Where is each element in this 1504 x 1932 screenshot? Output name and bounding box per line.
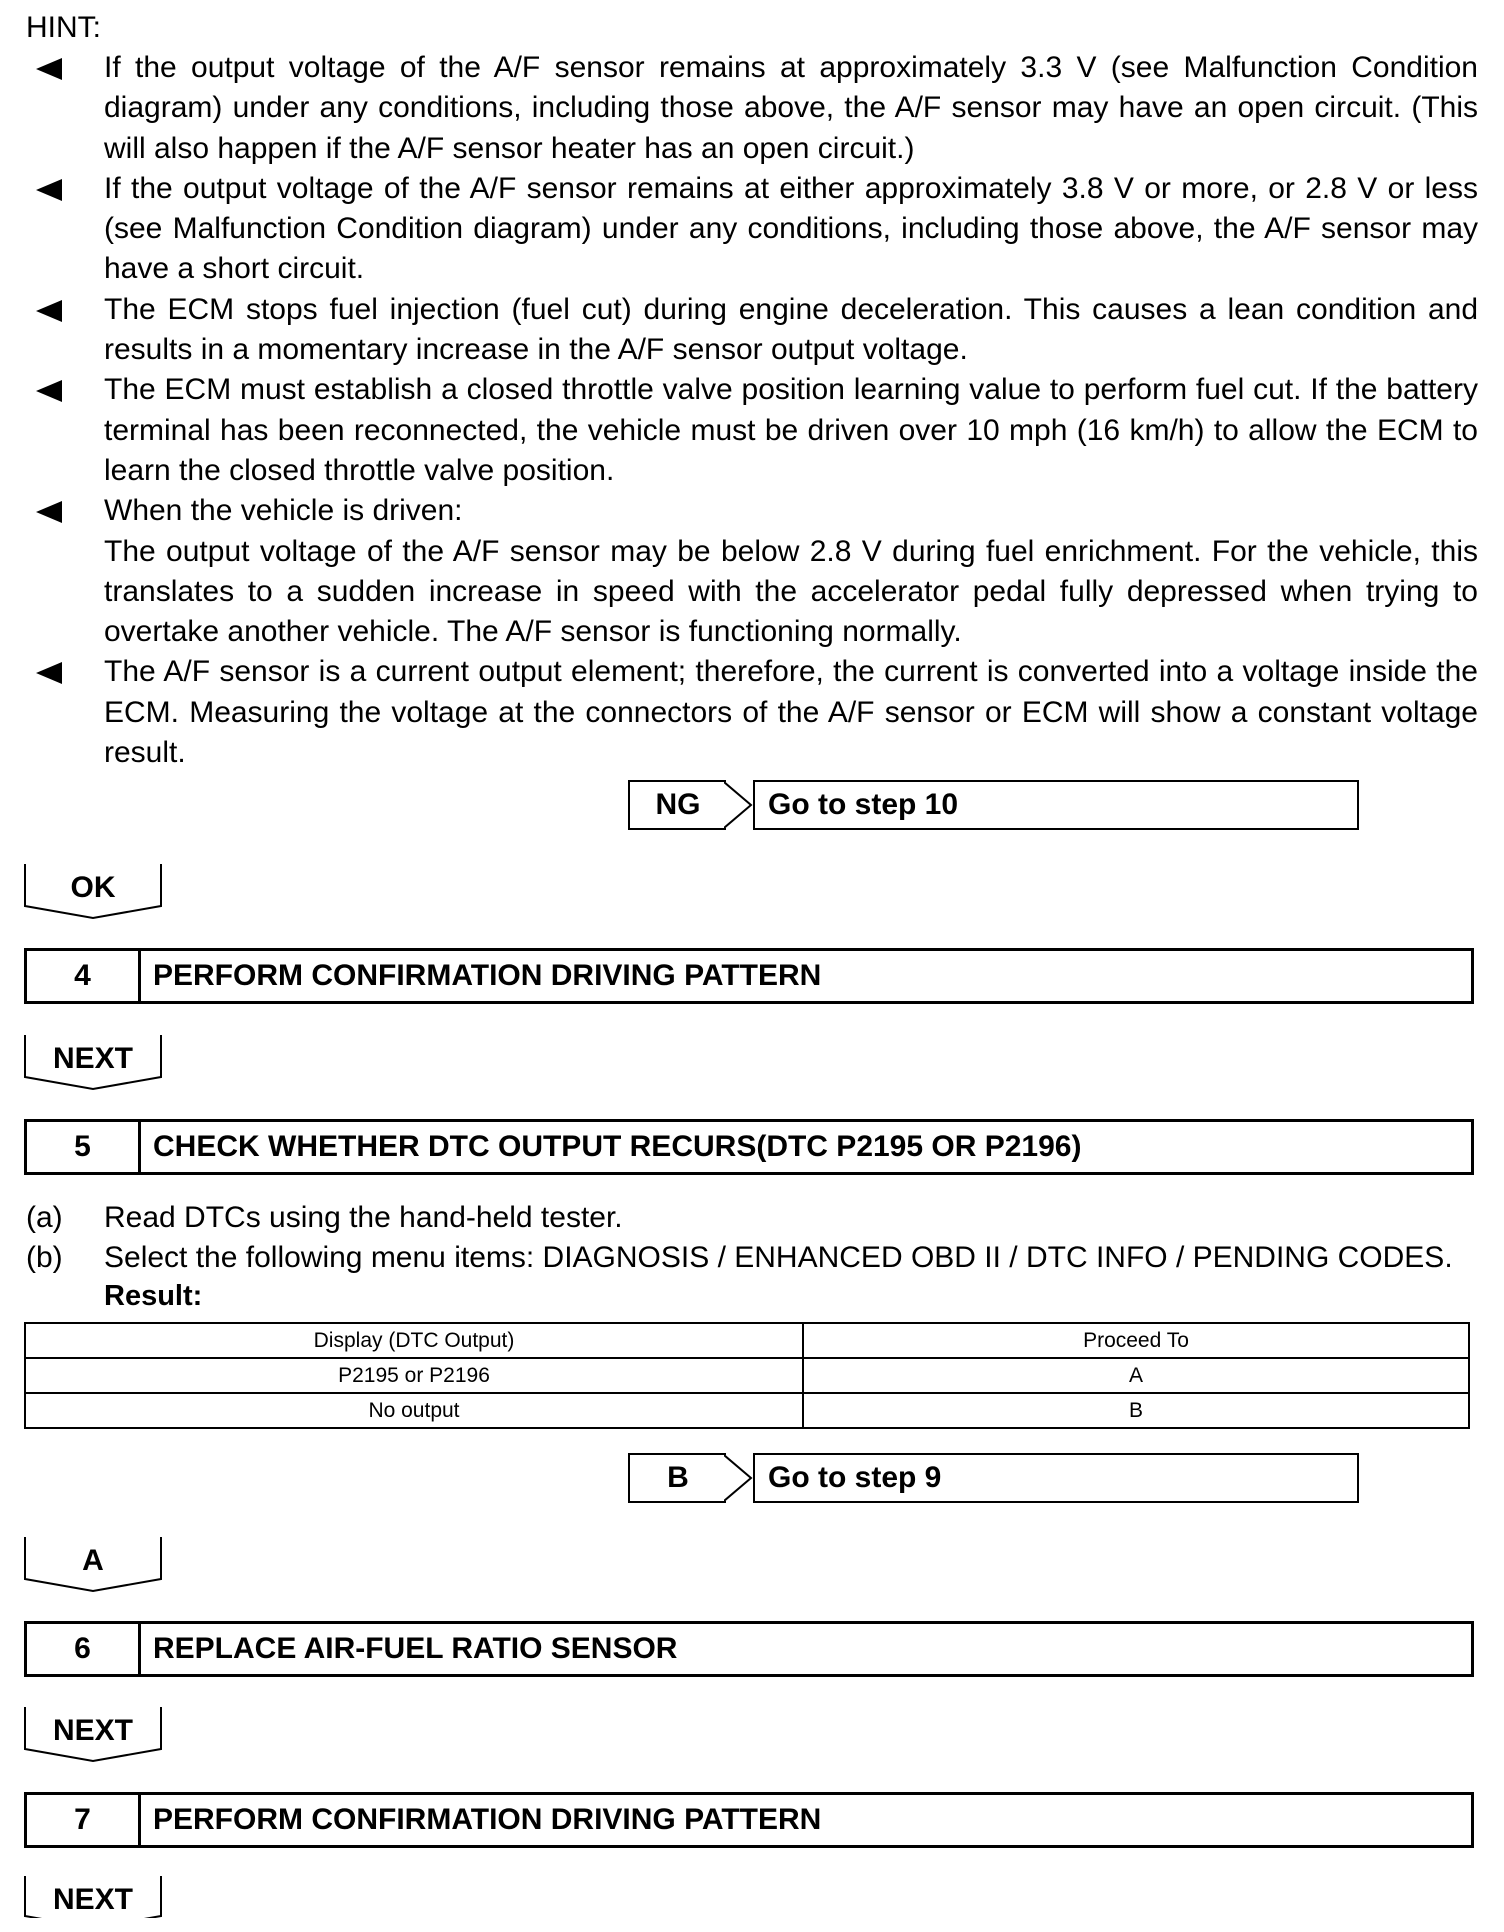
substep-text: Select the following menu items: DIAGNOSIS / ENHANCED OBD II / DTC INFO / PENDING CODES. — [104, 1241, 1453, 1274]
step-title: PERFORM CONFIRMATION DRIVING PATTERN — [153, 959, 822, 992]
left-triangle-icon — [36, 662, 62, 684]
hint-item-text: If the output voltage of the A/F sensor remains at either approximately 3.8 V or more, or 2.8 V or less (see Malfunction Condition diagram) under any conditions, including those above, the A/F sensor may have a short circuit. — [104, 171, 1478, 286]
ok-tab[interactable] — [24, 864, 162, 920]
left-triangle-icon — [36, 58, 62, 80]
substep-b — [26, 1238, 1453, 1278]
step-7-header — [24, 1792, 1474, 1848]
hint-item-detail: The output voltage of the A/F sensor may be below 2.8 V during fuel enrichment. For the vehicle, this translates to a sudden increase in speed with the accelerator pedal fully depressed when trying to overtake another vehicle. The A/F sensor is functioning normally. — [104, 534, 1478, 649]
next-tab[interactable] — [24, 1707, 162, 1763]
substep-a — [26, 1198, 623, 1238]
step-6-header — [24, 1621, 1474, 1677]
step-5-header — [24, 1119, 1474, 1175]
step-number: 7 — [27, 1795, 141, 1845]
b-tag: B — [628, 1453, 726, 1503]
result-table — [24, 1322, 1470, 1429]
go-to-step-link[interactable]: Go to step 10 — [753, 780, 1359, 830]
step-title: CHECK WHETHER DTC OUTPUT RECURS(DTC P2195 OR P2196) — [153, 1130, 1082, 1163]
hint-item-text: The A/F sensor is a current output element; therefore, the current is converted into a voltage inside the ECM. Measuring the voltage at the connectors of the A/F sensor or ECM will show a constant voltage result. — [104, 655, 1478, 770]
hint-item — [26, 169, 1478, 290]
step-title: REPLACE AIR-FUEL RATIO SENSOR — [153, 1632, 678, 1665]
table-row — [25, 1393, 1469, 1428]
hint-item-text: If the output voltage of the A/F sensor remains at approximately 3.3 V (see Malfunction Condition diagram) under any conditions, including those above, the A/F sensor may have an open circuit. (This will also happen if the A/F sensor heater has an open circuit.) — [104, 51, 1478, 165]
left-triangle-icon — [36, 380, 62, 402]
step-title: PERFORM CONFIRMATION DRIVING PATTERN — [153, 1803, 822, 1836]
column-header: Display (DTC Output) — [25, 1323, 803, 1358]
table-cell: No output — [25, 1393, 803, 1428]
next-tab[interactable] — [24, 1035, 162, 1091]
hint-item — [26, 48, 1478, 169]
go-to-step-link[interactable]: Go to step 9 — [753, 1453, 1359, 1503]
next-label: NEXT — [52, 1714, 133, 1747]
hint-item-text: When the vehicle is driven: — [104, 494, 463, 528]
hint-label: HINT: — [26, 11, 101, 44]
ng-branch[interactable] — [628, 780, 1472, 830]
table-cell: B — [803, 1393, 1469, 1428]
left-triangle-icon — [36, 300, 62, 322]
table-cell: P2195 or P2196 — [25, 1358, 803, 1393]
column-header: Proceed To — [803, 1323, 1469, 1358]
hint-item — [26, 290, 1478, 371]
right-arrow-icon — [724, 780, 754, 830]
substep-letter: (a) — [26, 1201, 63, 1234]
hint-item — [26, 652, 1478, 773]
a-label: A — [82, 1544, 104, 1577]
left-triangle-icon — [36, 501, 62, 523]
step-number: 4 — [27, 951, 141, 1001]
a-tab[interactable] — [24, 1537, 162, 1593]
next-label: NEXT — [52, 1042, 133, 1075]
hint-item — [26, 370, 1478, 491]
hint-item-text: The ECM stops fuel injection (fuel cut) during engine deceleration. This causes a lean condition and results in a momentary increase in the A/F sensor output voltage. — [104, 292, 1478, 367]
table-header-row — [25, 1323, 1469, 1358]
hint-list — [26, 48, 1478, 773]
ng-tag: NG — [628, 780, 726, 830]
table-cell: A — [803, 1358, 1469, 1393]
next-label: NEXT — [52, 1883, 133, 1916]
result-label: Result: — [104, 1280, 203, 1312]
right-arrow-icon — [724, 1453, 754, 1503]
ok-label: OK — [70, 871, 116, 904]
step-number: 6 — [27, 1624, 141, 1674]
next-tab[interactable] — [24, 1876, 162, 1932]
substep-letter: (b) — [26, 1241, 63, 1274]
table-row — [25, 1358, 1469, 1393]
step-4-header — [24, 948, 1474, 1004]
step-number: 5 — [27, 1122, 141, 1172]
substep-text: Read DTCs using the hand-held tester. — [104, 1201, 623, 1234]
hint-item-text: The ECM must establish a closed throttle valve position learning value to perform fuel cut. If the battery terminal has been reconnected, the vehicle must be driven over 10 mph (16 km/h) to allow the ECM to learn the closed throttle valve position. — [104, 373, 1478, 487]
b-branch[interactable] — [628, 1453, 1472, 1503]
left-triangle-icon — [36, 179, 62, 201]
hint-item — [26, 491, 1478, 652]
